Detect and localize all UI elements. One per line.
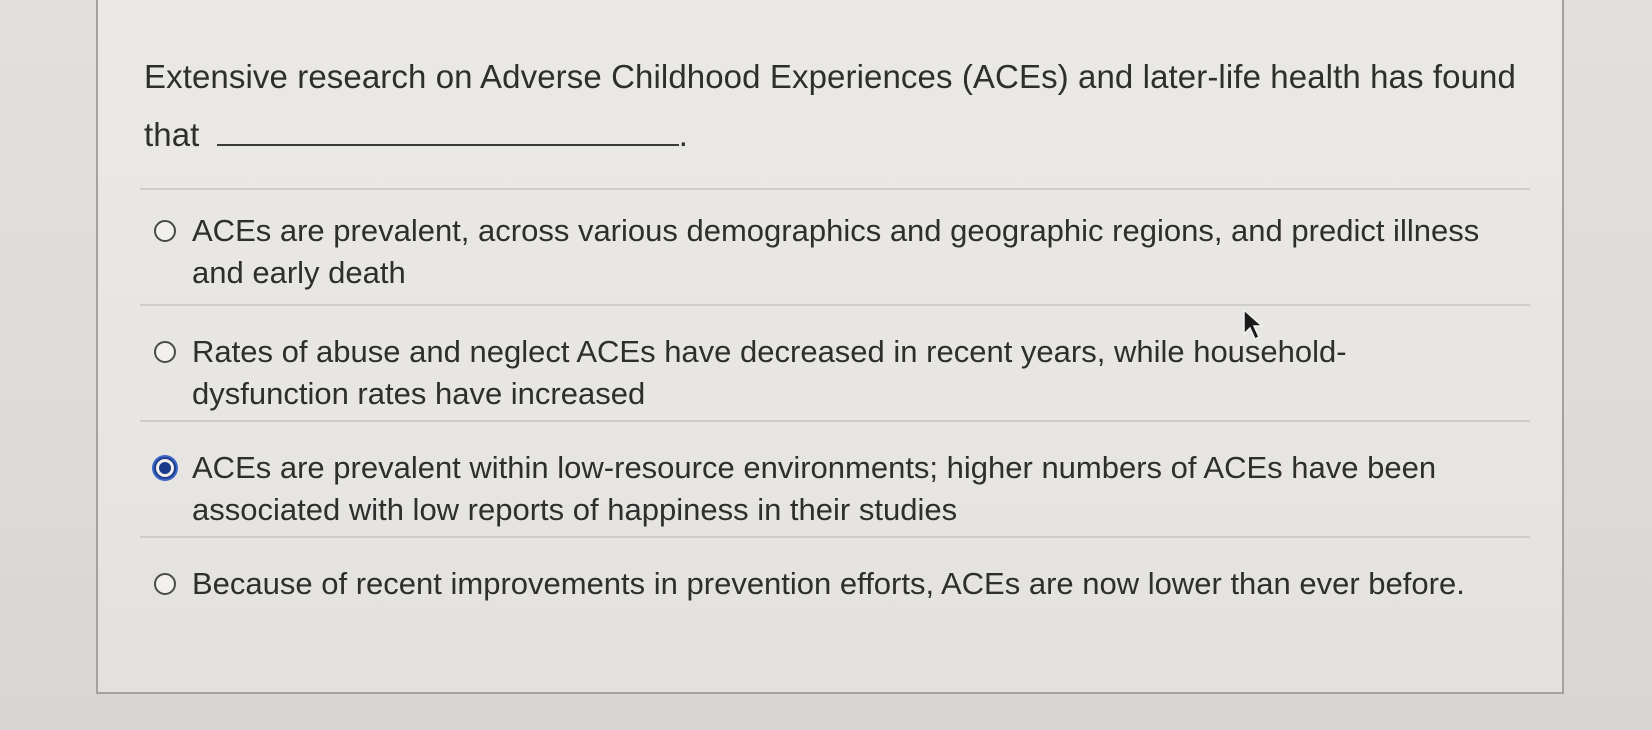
answer-option-3[interactable]: [154, 447, 1494, 531]
answer-option-label[interactable]: Rates of abuse and neglect ACEs have decreased in recent years, while household-dysfunction rates have increased: [192, 334, 1347, 411]
question-text: Extensive research on Adverse Childhood Experiences (ACEs) and later-life health has found that: [144, 58, 1516, 153]
answer-option-label[interactable]: ACEs are prevalent within low-resource environments; higher numbers of ACEs have been associated with low reports of happiness in their studies: [192, 450, 1437, 527]
divider: [140, 304, 1530, 306]
divider: [140, 420, 1530, 422]
question-end-punctuation: .: [678, 116, 689, 153]
answer-option-1[interactable]: [154, 210, 1494, 294]
question-card: [96, 0, 1564, 694]
radio-button-2[interactable]: [154, 341, 176, 363]
radio-button-3-selected[interactable]: [154, 457, 176, 479]
answer-option-label[interactable]: Because of recent improvements in prevention efforts, ACEs are now lower than ever before.: [192, 566, 1465, 601]
answer-blank: [217, 114, 679, 146]
answer-option-4[interactable]: [154, 563, 1494, 605]
question-prompt: [144, 48, 1524, 164]
radio-button-1[interactable]: [154, 220, 176, 242]
divider: [140, 536, 1530, 538]
answer-option-2[interactable]: [154, 331, 1494, 415]
divider: [140, 188, 1530, 190]
answer-option-label[interactable]: ACEs are prevalent, across various demographics and geographic regions, and predict illness and early death: [192, 213, 1480, 290]
radio-button-4[interactable]: [154, 573, 176, 595]
